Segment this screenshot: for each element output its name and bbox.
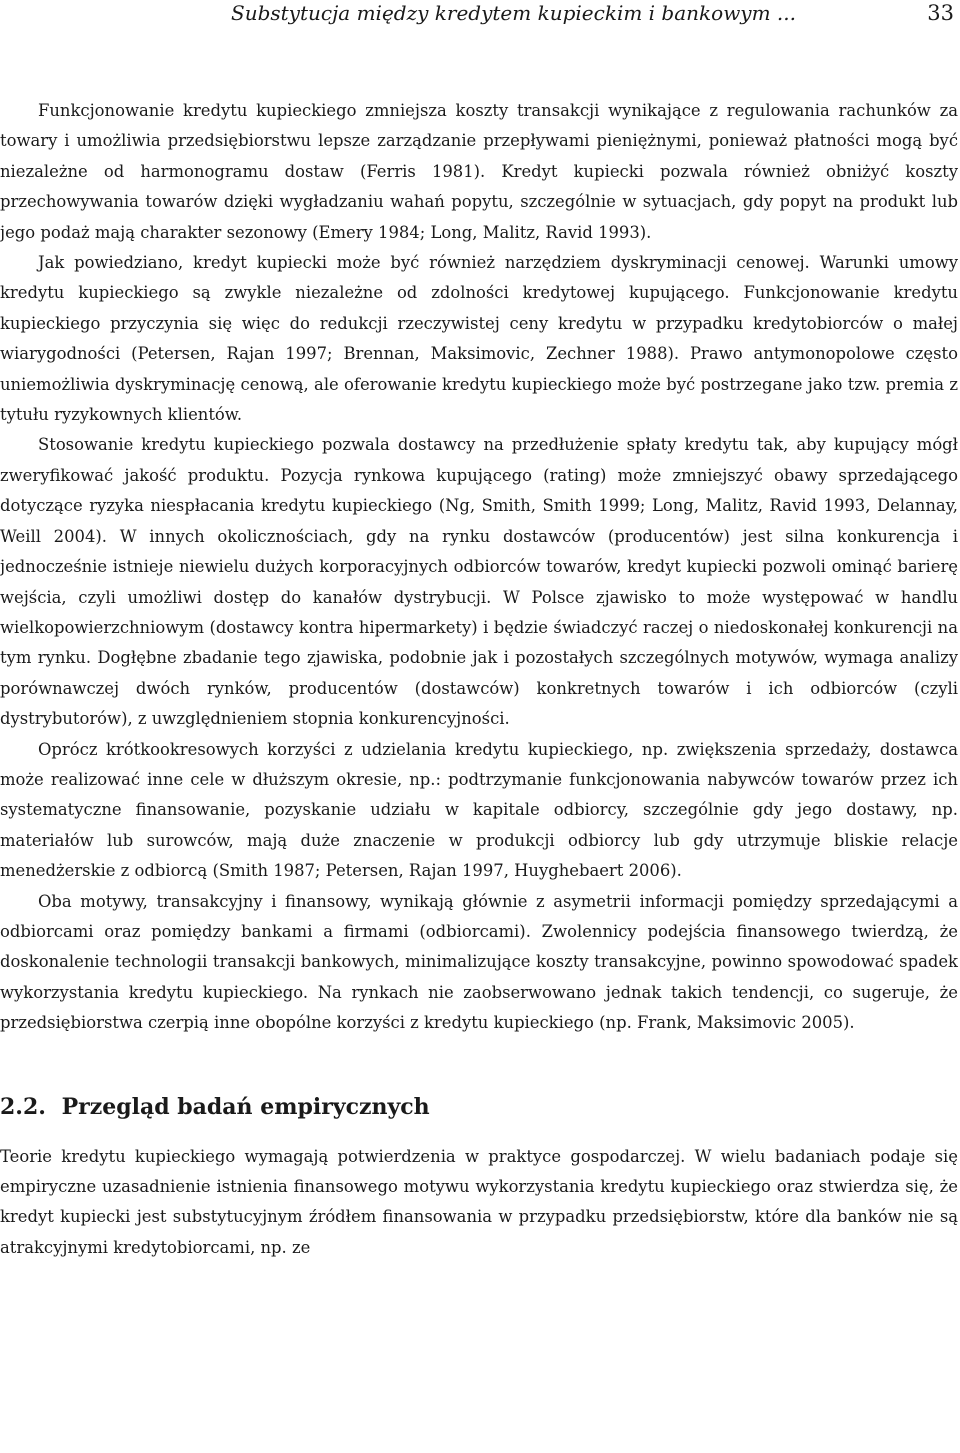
section-title: Przegląd badań empirycznych (61, 1093, 430, 1120)
paragraph-transaction-costs: Funkcjonowanie kredytu kupieckiego zmniejsza koszty transakcji wynikające z regulowania rachunków za towary i umożliwia przedsiębiorstwu lepsze zarządzanie przepływami pieniężnymi, ponieważ płatności mogą być niezależne od harmonogramu dostaw (Ferris 1981). Kredyt kupiecki pozwala również obniżyć koszty przechowywania towarów dzięki wygładzaniu wahań popytu, szczególnie w sytuacjach, gdy popyt na produkt lub jego podaż mają charakter sezonowy (Emery 1984; Long, Malitz, Ravid 1993). (0, 101, 958, 242)
paragraph-empirical-review: Teorie kredytu kupieckiego wymagają potwierdzenia w praktyce gospodarczej. W wielu badaniach podaje się empiryczne uzasadnienie istnienia finansowego motywu wykorzystania kredytu kupieckiego oraz stwierdza się, że kredyt kupiecki jest substytucyjnym źródłem finansowania w przypadku przedsiębiorstw, które dla banków nie są atrakcyjnymi kredytobiorcami, np. ze (0, 1146, 958, 1257)
page-number: 33 (927, 1, 954, 25)
section-heading (0, 1092, 958, 1122)
running-head: Substytucja między kredytem kupieckim i bankowym ... (231, 1, 796, 25)
paragraph-price-discrimination: Jak powiedziano, kredyt kupiecki może być również narzędziem dyskryminacji cenowej. Warunki umowy kredytu kupieckiego są zwykle niezależne od zdolności kredytowej kupującego. Funkcjonowanie kredytu kupieckiego przyczynia się więc do redukcji rzeczywistej ceny kredytu w przypadku kredytobiorców o małej wiarygodności (Petersen, Rajan 1997; Brennan, Maksimovic, Zechner 1988). Prawo antymonopolowe często uniemożliwia dyskryminację cenową, ale oferowanie kredytu kupieckiego może być postrzegane jako tzw. premia z tytułu ryzykownych klientów. (0, 253, 958, 425)
paragraph-long-term-goals: Oprócz krótkookresowych korzyści z udzielania kredytu kupieckiego, np. zwiększenia sprzedaży, dostawca może realizować inne cele w dłuższym okresie, np.: podtrzymanie funkcjonowania nabywców towarów przez ich systematyczne finansowanie, pozyskanie udziału w kapitale odbiorcy, szczególnie gdy jego dostawy, np. materiałów lub surowców, mają duże znaczenie w produkcji odbiorcy lub gdy utrzymuje bliskie relacje menedżerskie z odbiorcą (Smith 1987; Petersen, Rajan 1997, Huyghebaert 2006). (0, 739, 958, 881)
paragraph-information-asymmetry: Oba motywy, transakcyjny i finansowy, wynikają głównie z asymetrii informacji pomiędzy sprzedającymi a odbiorcami oraz pomiędzy bankami a firmami (odbiorcami). Zwolennicy podejścia finansowego twierdzą, że doskonalenie technologii transakcji bankowych, minimalizujące koszty transakcyjne, powinno spowodować spadek wykorzystania kredytu kupieckiego. Na rynkach nie zaobserwowano jednak takich tendencji, co sugeruje, że przedsiębiorstwa czerpią inne obopólne korzyści z kredytu kupieckiego (np. Frank, Maksimovic 2005). (0, 891, 958, 1033)
page-header (0, 0, 960, 34)
page-body (0, 96, 958, 1263)
section-number: 2.2. (0, 1093, 46, 1120)
paragraph-quality-verification: Stosowanie kredytu kupieckiego pozwala dostawcy na przedłużenie spłaty kredytu tak, aby kupujący mógł zweryfikować jakość produktu. Pozycja rynkowa kupującego (rating) może zmniejszyć obawy sprzedającego dotyczące ryzyka niespłacania kredytu kupieckiego (Ng, Smith, Smith 1999; Long, Malitz, Ravid 1993, Delannay, Weill 2004). W innych okolicznościach, gdy na rynku dostawców (producentów) jest silna konkurencja i jednocześnie istnieje niewielu dużych korporacyjnych odbiorców towarów, kredyt kupiecki pozwoli ominąć barierę wejścia, czyli umożliwi dostęp do kanałów dystrybucji. W Polsce zjawisko to może występować w handlu wielkopowierzchniowym (dostawcy kontra hipermarkety) i będzie świadczyć raczej o niedoskonałej konkurencji na tym rynku. Dogłębne zbadanie tego zjawiska, podobnie jak i pozostałych szczególnych motywów, wymaga analizy porównawczej dwóch rynków, producentów (dostawców) konkretnych towarów i ich odbiorców (czyli dystrybutorów), z uwzględnieniem stopnia konkurencyjności. (0, 435, 958, 729)
